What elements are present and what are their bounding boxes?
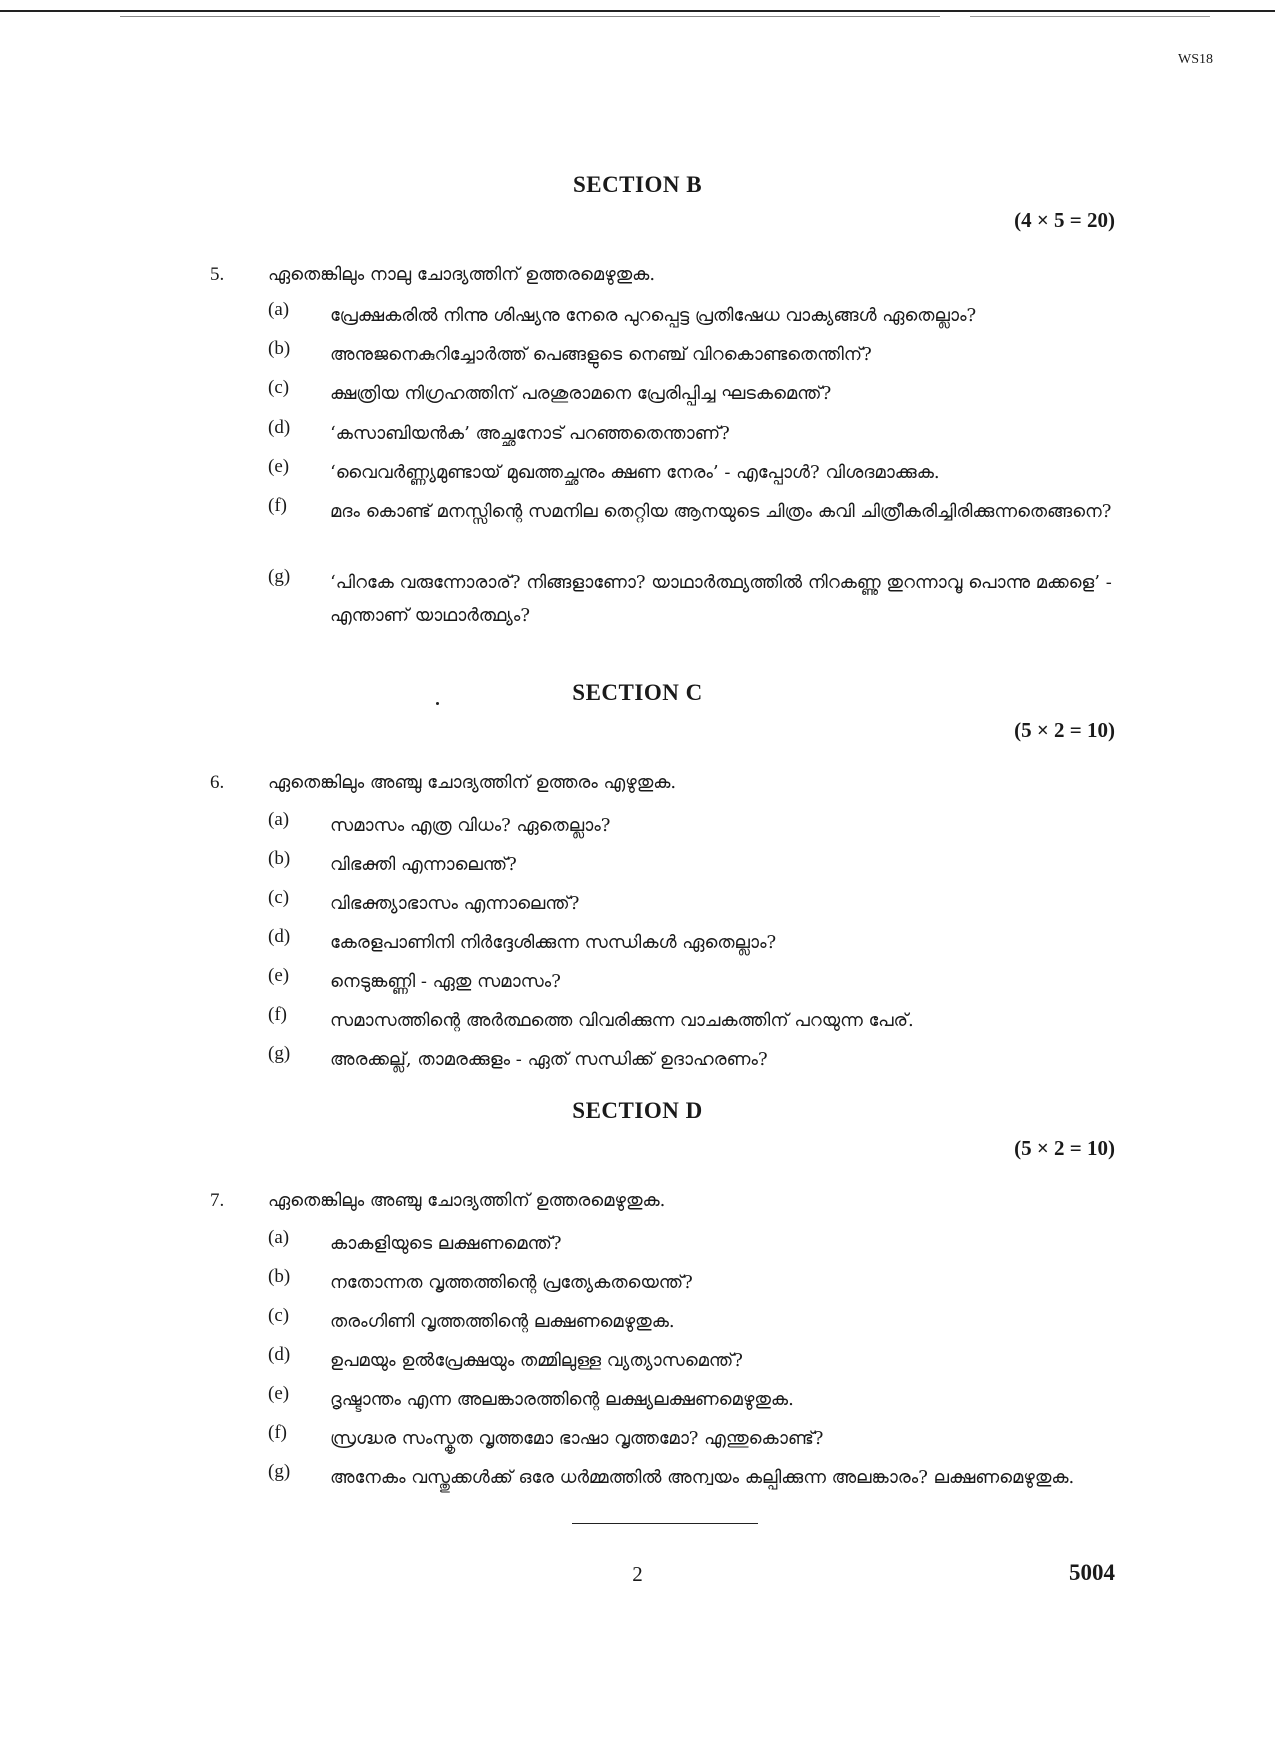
item-label: (b) — [268, 848, 291, 869]
item-text: ‘വൈവർണ്ണ്യമുണ്ടായ് മുഖത്തച്ഛനും ക്ഷണ നേരം’ - എപ്പോൾ? വിശദമാക്കുക. — [330, 462, 940, 483]
page-number: 2 — [632, 1562, 643, 1586]
item-text: ക്ഷത്രിയ നിഗ്രഹത്തിന് പരശുരാമനെ പ്രേരിപ്പിച്ച ഘടകമെന്ത്? — [330, 383, 832, 404]
item-label: (d) — [268, 1344, 291, 1365]
item-text: മദം കൊണ്ട് മനസ്സിന്റെ സമനില തെറ്റിയ ആനയുടെ ചിത്രം കവി ചിത്രീകരിച്ചിരിക്കുന്നതെങ്ങനെ? — [330, 501, 1112, 522]
item-label: (c) — [268, 1305, 290, 1326]
item-label: (f) — [268, 495, 287, 516]
section-c-heading: SECTION C — [572, 680, 703, 705]
section-d-heading: SECTION D — [572, 1098, 703, 1123]
item-label: (d) — [268, 926, 291, 947]
item-text: കാകളിയുടെ ലക്ഷണമെന്ത്? — [330, 1233, 562, 1254]
question-6-number: 6. — [210, 772, 225, 793]
item-text: അനുജനെകുറിച്ചോർത്ത് പെങ്ങളുടെ നെഞ്ച് വിറകൊണ്ടതെന്തിന്? — [330, 344, 872, 365]
item-text: തരംഗിണി വൃത്തത്തിന്റെ ലക്ഷണമെഴുതുക. — [330, 1311, 675, 1332]
item-label: (g) — [268, 566, 291, 587]
item-text: വിഭക്ത്യാഭാസം എന്നാലെന്ത്? — [330, 893, 580, 914]
item-text: വിഭക്തി എന്നാലെന്ത്? — [330, 854, 517, 875]
paper-code: WS18 — [1178, 52, 1213, 67]
item-label: (b) — [268, 338, 291, 359]
item-label: (e) — [268, 1383, 290, 1404]
item-label: (g) — [268, 1461, 291, 1482]
item-text: സമാസം എത്ര വിധം? ഏതെല്ലാം? — [330, 815, 611, 836]
question-7-instruction: ഏതെങ്കിലും അഞ്ചു ചോദ്യത്തിന് ഉത്തരമെഴുതുക. — [268, 1190, 666, 1211]
item-label: (a) — [268, 1227, 290, 1248]
section-d-marks: (5 × 2 = 10) — [1014, 1136, 1115, 1160]
item-label: (a) — [268, 299, 290, 320]
item-text: അനേകം വസ്തുക്കൾക്ക് ഒരേ ധർമ്മത്തിൽ അന്വയം കല്പിക്കുന്ന അലങ്കാരം? ലക്ഷണമെഴുതുക. — [330, 1467, 1075, 1488]
item-text: സ്രഗ്ദ്ധര സംസ്കൃത വൃത്തമോ ഭാഷാ വൃത്തമോ? എന്തുകൊണ്ട്? — [330, 1428, 824, 1449]
question-5-number: 5. — [210, 264, 225, 285]
item-label: (e) — [268, 965, 290, 986]
item-text: സമാസത്തിന്റെ അർത്ഥത്തെ വിവരിക്കുന്ന വാചകത്തിന് പറയുന്ന പേര്. — [330, 1010, 914, 1031]
item-label: (b) — [268, 1266, 291, 1287]
item-label: (d) — [268, 417, 291, 438]
question-5-instruction: ഏതെങ്കിലും നാലു ചോദ്യത്തിന് ഉത്തരമെഴുതുക. — [268, 264, 656, 285]
item-text: ഉപമയും ഉൽപ്രേക്ഷയും തമ്മിലുള്ള വ്യത്യാസമെന്ത്? — [330, 1350, 743, 1371]
section-c-marks: (5 × 2 = 10) — [1014, 718, 1115, 742]
item-label: (e) — [268, 456, 290, 477]
item-label: (c) — [268, 377, 290, 398]
item-label: (f) — [268, 1422, 287, 1443]
top-rule-secondary — [120, 16, 940, 17]
item-text: അരക്കല്ല്, താമരക്കുളം - ഏത് സന്ധിക്ക് ഉദാഹരണം? — [330, 1049, 768, 1070]
item-text: പ്രേക്ഷകരിൽ നിന്നു ശിഷ്യനു നേരെ പുറപ്പെട്ട പ്രതിഷേധ വാക്യങ്ങൾ ഏതെല്ലാം? — [330, 305, 977, 326]
item-text: കേരളപാണിനി നിർദ്ദേശിക്കുന്ന സന്ധികൾ ഏതെല്ലാം? — [330, 932, 777, 953]
end-of-paper-rule — [572, 1523, 758, 1524]
item-label: (a) — [268, 809, 290, 830]
item-text: ‘പിറകേ വരുന്നോരാര്? നിങ്ങളാണോ? യാഥാർത്ഥ്യത്തിൽ നിറകണ്ണു തുറന്നാവൂ പൊന്നു മക്കളെ’ - എന്താണ് യാഥാർത്ഥ്യം? — [330, 572, 1112, 626]
section-b-marks: (4 × 5 = 20) — [1014, 208, 1115, 232]
item-label: (g) — [268, 1043, 291, 1064]
item-label: (c) — [268, 887, 290, 908]
item-text: ‘കസാബിയൻക’ അച്ഛനോട് പറഞ്ഞതെന്താണ്? — [330, 423, 730, 444]
item-text: ദൃഷ്ടാന്തം എന്ന അലങ്കാരത്തിന്റെ ലക്ഷ്യലക്ഷണമെഴുതുക. — [330, 1389, 794, 1410]
question-7-number: 7. — [210, 1190, 225, 1211]
question-6-instruction: ഏതെങ്കിലും അഞ്ചു ചോദ്യത്തിന് ഉത്തരം എഴുതുക. — [268, 772, 677, 793]
item-text: നതോന്നത വൃത്തത്തിന്റെ പ്രത്യേകതയെന്ത്? — [330, 1272, 693, 1293]
item-label: (f) — [268, 1004, 287, 1025]
top-rule — [0, 10, 1275, 12]
paper-id: 5004 — [1069, 1560, 1115, 1585]
section-b-heading: SECTION B — [572, 172, 703, 197]
item-text: നെടുങ്കണ്ണി - ഏതു സമാസം? — [330, 971, 561, 992]
top-rule-secondary-right — [970, 16, 1210, 17]
